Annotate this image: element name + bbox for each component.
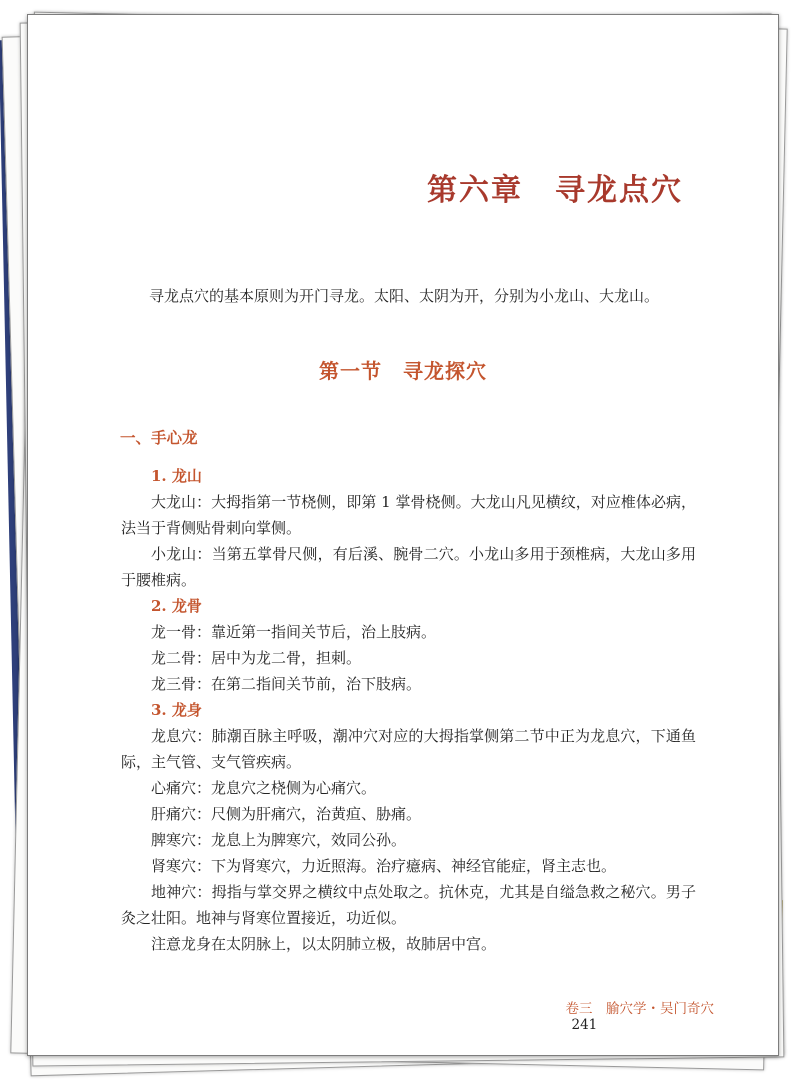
paragraph: 注意龙身在太阴脉上，以太阴肺立极，故肺居中宫。	[151, 935, 497, 953]
paragraph: 小龙山：当第五掌骨尺侧，有后溪、腕骨二穴。小龙山多用于颈椎病，大龙山多用于腰椎病。	[121, 545, 696, 589]
book-page	[27, 14, 779, 1056]
subsection-title: 一、手心龙	[120, 429, 198, 447]
running-footer-text: 卷三 腧穴学・吴门奇穴	[565, 1001, 714, 1017]
group-heading-longgu: 2. 龙骨	[151, 597, 202, 615]
group-heading-longshan: 1. 龙山	[151, 467, 202, 485]
paragraph: 龙三骨：在第二指间关节前，治下肢病。	[151, 675, 422, 693]
chapter-title: 第六章 寻龙点穴	[427, 173, 683, 208]
group-heading-longshen: 3. 龙身	[151, 701, 202, 719]
paragraph: 肝痛穴：尺侧为肝痛穴，治黄疸、胁痛。	[151, 805, 422, 823]
section-title: 第一节 寻龙探穴	[319, 359, 487, 383]
paragraph: 地神穴：拇指与掌交界之横纹中点处取之。抗休克，尤其是自缢急救之秘穴。男子灸之壮阳。地神与肾寒位置接近，功近似。	[121, 883, 696, 927]
paragraph: 心痛穴：龙息穴之桡侧为心痛穴。	[151, 779, 377, 797]
paragraph: 龙二骨：居中为龙二骨，担刺。	[151, 649, 362, 667]
paragraph: 肾寒穴：下为肾寒穴，力近照海。治疗癔病、神经官能症，肾主志也。	[151, 857, 617, 875]
intro-paragraph: 寻龙点穴的基本原则为开门寻龙。太阳、太阴为开，分别为小龙山、大龙山。	[149, 287, 660, 305]
page-body	[121, 425, 696, 957]
page-number: 241	[571, 1017, 598, 1033]
paragraph: 龙一骨：靠近第一指间关节后，治上肢病。	[151, 623, 437, 641]
paragraph: 大龙山：大拇指第一节桡侧，即第 1 掌骨桡侧。大龙山凡见横纹，对应椎体必病，法当于背侧贴骨刺向掌侧。	[121, 493, 696, 537]
paragraph: 龙息穴：肺潮百脉主呼吸，潮冲穴对应的大拇指掌侧第二节中正为龙息穴，下通鱼际，主气管、支气管疾病。	[121, 727, 696, 771]
paragraph: 脾寒穴：龙息上为脾寒穴，效同公孙。	[151, 831, 407, 849]
page-footer	[548, 981, 714, 1049]
